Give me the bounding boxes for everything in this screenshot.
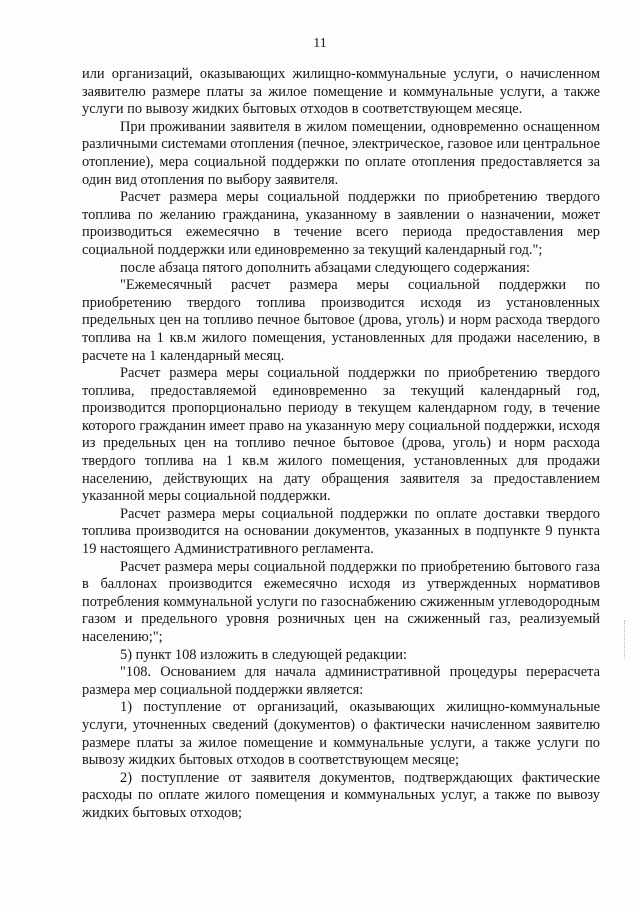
- paragraph-7: Расчет размера меры социальной поддержки по оплате доставки твердого топлива производится на основании документов, указанных в подпункте 9 пункта 19 настоящего Административного регламента.: [82, 505, 600, 558]
- page-number: 11: [313, 36, 327, 51]
- scan-margin-mark: [624, 620, 627, 658]
- paragraph-5: "Ежемесячный расчет размера меры социальной поддержки по приобретению твердого топлива производится исходя из установленных предельных цен на топливо печное бытовое (дрова, уголь) и норм расхода твердого топлива на 1 кв.м жилого помещения, установленных для продажи населению, в расчете на 1 календарный месяц.: [82, 277, 600, 364]
- paragraph-12: 2) поступление от заявителя документов, подтверждающих фактические расходы по оплате жилого помещения и коммунальных услуг, а также по вывозу жидких бытовых отходов;: [82, 769, 600, 821]
- paragraph-10: "108. Основанием для начала административной процедуры перерасчета размера мер социальной поддержки является:: [82, 664, 600, 698]
- paragraph-8: Расчет размера меры социальной поддержки по приобретению бытового газа в баллонах производится ежемесячно исходя из утвержденных нормативов потребления коммунальной услуги по газоснабжению сжиженным углеводородным газом и предельного уровня розничных цен на сжиженный газ, реализуемый населению;";: [82, 558, 600, 645]
- paragraph-3: Расчет размера меры социальной поддержки по приобретению твердого топлива по желанию гражданина, указанному в заявлении о назначении, может производиться ежемесячно в течение всего периода предоставления мер социальной поддержки или единовременно за текущий календарный год.";: [82, 189, 600, 258]
- paragraph-6: Расчет размера меры социальной поддержки по приобретению твердого топлива, предоставляемой единовременно за текущий календарный год, производится пропорционально периоду в текущем календарном году, в течение которого гражданин имеет право на указанную меру социальной поддержки, исходя из предельных цен на топливо печное бытовое (дрова, уголь) и норм расхода твердого топлива на 1 кв.м жилого помещения, установленных для продажи населению, действующих на дату обращения заявителя за предоставлением указанной меры социальной поддержки.: [82, 365, 600, 505]
- paragraph-2: При проживании заявителя в жилом помещении, одновременно оснащенном различными системами отопления (печное, электрическое, газовое или центральное отопление), мера социальной поддержки по оплате отопления предоставляется за один вид отопления по выбору заявителя.: [82, 118, 600, 188]
- paragraph-1: или организаций, оказывающих жилищно-коммунальные услуги, о начисленном заявителю размере платы за жилое помещение и коммунальные услуги, а также услуги по вывозу жидких бытовых отходов в соответствующем месяце.: [82, 66, 600, 118]
- paragraph-9: 5) пункт 108 изложить в следующей редакции:: [120, 646, 407, 663]
- document-body: [82, 66, 600, 823]
- paragraph-4: после абзаца пятого дополнить абзацами следующего содержания:: [120, 259, 531, 276]
- paragraph-11: 1) поступление от организаций, оказывающих жилищно-коммунальные услуги, уточненных сведений (документов) о фактически начисленном заявителю размере платы за жилое помещение и коммунальные услуги, а также услуги по вывозу жидких бытовых отходов в соответствующем месяце;: [82, 699, 600, 769]
